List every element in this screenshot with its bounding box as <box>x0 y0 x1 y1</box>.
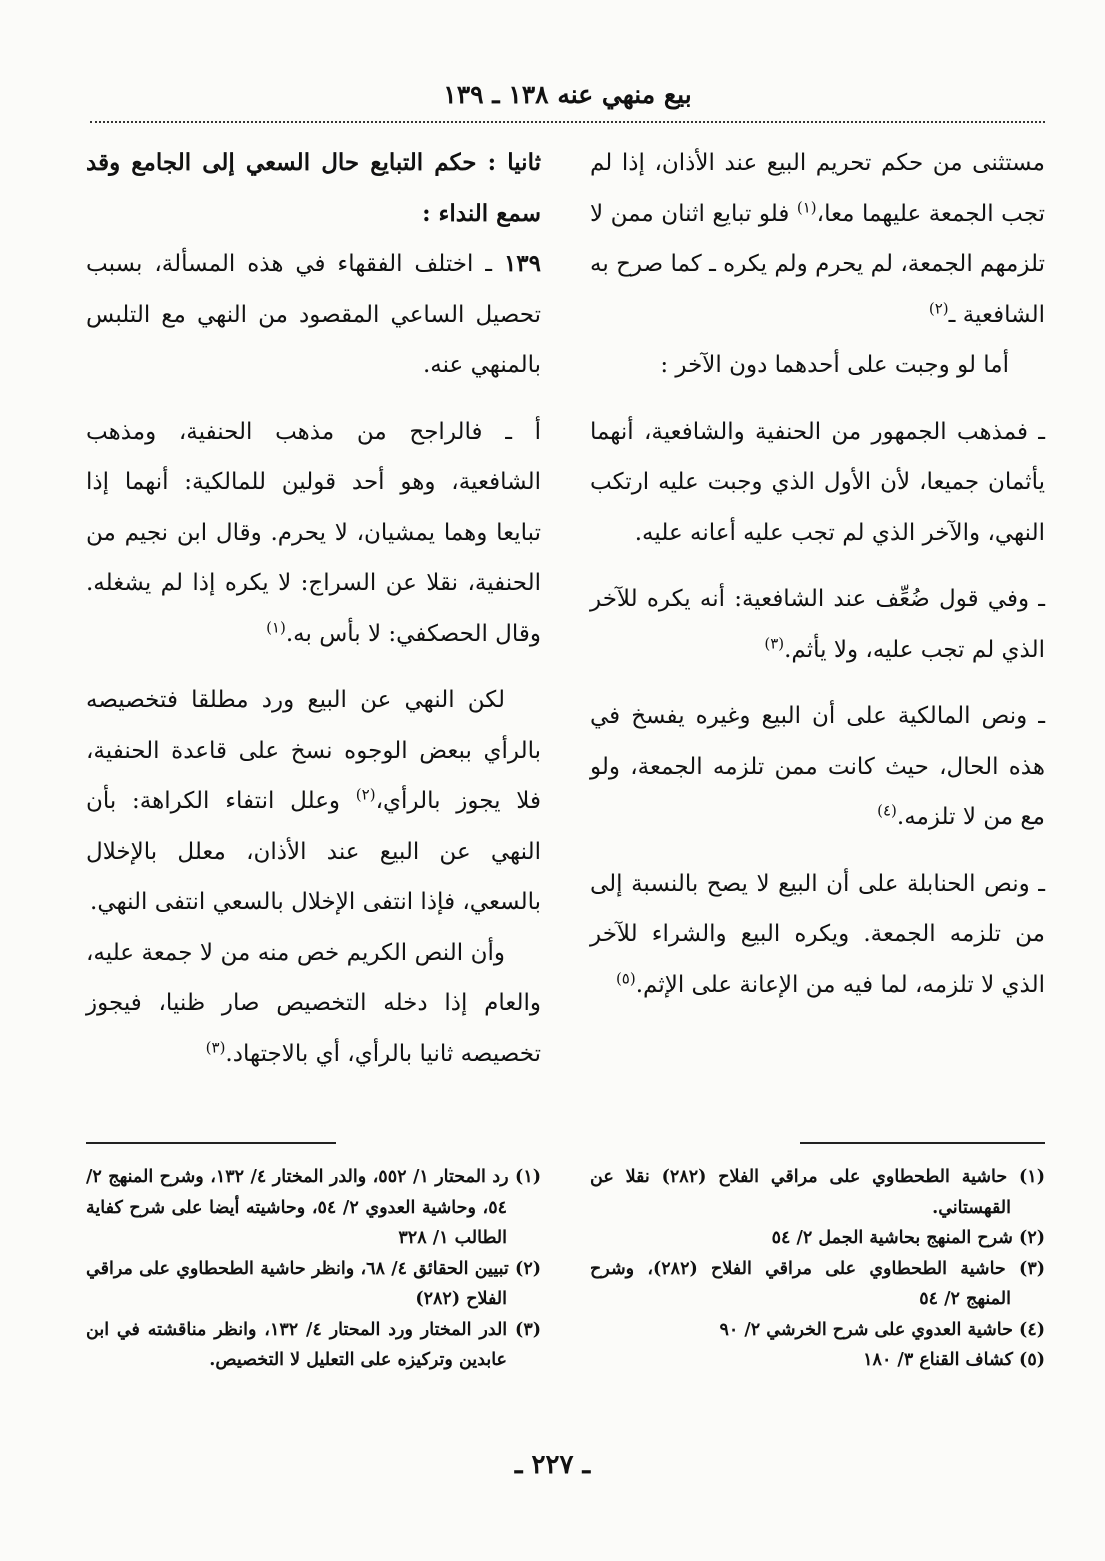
right-paragraph-1b-text: فلو تبايع اثنان ممن لا تلزمهم الجمعة، لم يحرم ولم يكره ـ كما صرح به الشافعية ـ <box>590 200 1045 328</box>
left-paragraph-3b-text: وعلل انتفاء الكراهة: بأن النهي عن البيع عند الأذان، معلل بالإخلال بالسعي، فإذا انتفى الإخلال بالسعي انتفى النهي. <box>86 788 541 915</box>
footnote-item: (٣) حاشية الطحطاوي على مراقي الفلاح (٢٨٢)، وشرح المنهج ٢/ ٥٤ <box>590 1258 1045 1309</box>
right-paragraph-5-text: ـ ونص المالكية على أن البيع وغيره يفسخ في هذه الحال، حيث كانت ممن تلزمه الجمعة، ولو مع من لا تلزمه. <box>590 703 1045 830</box>
right-column <box>590 138 1045 1010</box>
right-paragraph-6 <box>590 859 1045 1011</box>
paragraph-number: ١٣٩ <box>503 250 541 277</box>
left-paragraph-2 <box>86 407 541 660</box>
left-paragraph-3a-text: لكن النهي عن البيع ورد مطلقا فتخصيصه بالرأي ببعض الوجوه نسخ على قاعدة الحنفية، فلا يجوز بالرأي، <box>86 687 541 814</box>
right-paragraph-1 <box>590 138 1045 340</box>
footnote-ref-2: (٢) <box>928 298 949 317</box>
footnotes-right <box>590 1162 1045 1376</box>
footnote-separator-left <box>86 1142 336 1144</box>
running-header: بيع منهي عنه ١٣٨ ـ ١٣٩ <box>443 80 692 109</box>
right-paragraph-4-text: ـ وفي قول ضُعِّف عند الشافعية: أنه يكره للآخر الذي لم تجب عليه، ولا يأثم. <box>590 586 1045 663</box>
right-paragraph-1-text: مستثنى من حكم تحريم البيع عند الأذان، إذا لم تجب الجمعة عليهما معا، <box>590 150 1045 227</box>
header-dotted-rule <box>90 121 1045 123</box>
left-paragraph-4-text: وأن النص الكريم خص منه من لا جمعة عليه، والعام إذا دخله التخصيص صار ظنيا، فيجوز تخصيصه ثانيا بالرأي، أي بالاجتهاد. <box>86 939 541 1067</box>
left-column <box>86 138 541 1079</box>
right-paragraph-6-text: ـ ونص الحنابلة على أن البيع لا يصح بالنسبة إلى من تلزمه الجمعة. ويكره البيع والشراء للآخر الذي لا تلزمه، لما فيه من الإعانة على الإثم. <box>590 870 1045 998</box>
page-number: ـ ٢٢٧ ـ <box>514 1450 591 1480</box>
left-paragraph-1 <box>86 239 541 391</box>
left-paragraph-3 <box>86 675 541 928</box>
footnote-ref-4: (٤) <box>877 801 897 820</box>
footnote-ref-2: (٢) <box>355 785 376 804</box>
footnote-item: (١) حاشية الطحطاوي على مراقي الفلاح (٢٨٢) نقلا عن القهستاني. <box>590 1167 1045 1218</box>
left-paragraph-2-text: أ ـ فالراجح من مذهب الحنفية، ومذهب الشافعية، وهو أحد قولين للمالكية: أنهما إذا تبايعا وهما يمشيان، لا يحرم. وقال ابن نجيم من الحنفية، نقلا عن السراج: لا يكره إذا لم يشغله. وقال الحصكفي: لا بأس به. <box>86 418 541 647</box>
footnote-item: (٢) شرح المنهج بحاشية الجمل ٢/ ٥٤ <box>771 1228 1045 1248</box>
footnote-separator-right <box>800 1142 1045 1144</box>
footnotes-left <box>86 1162 541 1376</box>
section-heading: ثانيا : حكم التبايع حال السعي إلى الجامع وقد سمع النداء : <box>86 149 541 227</box>
footnote-item: (٥) كشاف القناع ٣/ ١٨٠ <box>863 1350 1045 1370</box>
right-paragraph-3: ـ فمذهب الجمهور من الحنفية والشافعية، أنهما يأثمان جميعا، لأن الأول الذي وجبت عليه ارتكب النهي، والآخر الذي لم تجب عليه أعانه عليه. <box>590 418 1045 546</box>
right-paragraph-2: أما لو وجبت على أحدهما دون الآخر : <box>660 352 1009 378</box>
footnote-ref-3: (٣) <box>205 1037 226 1056</box>
right-paragraph-4 <box>590 574 1045 675</box>
footnote-item: (٢) تبيين الحقائق ٤/ ٦٨، وانظر حاشية الطحطاوي على مراقي الفلاح (٢٨٢) <box>86 1258 541 1309</box>
footnote-ref-5: (٥) <box>615 968 636 987</box>
right-paragraph-5 <box>590 691 1045 843</box>
left-paragraph-1-text: ـ اختلف الفقهاء في هذه المسألة، بسبب تحصيل الساعي المقصود من النهي مع التلبس بالمنهي عنه. <box>86 251 541 378</box>
footnote-item: (٣) الدر المختار ورد المحتار ٤/ ١٣٢، وانظر مناقشته في ابن عابدين وتركيزه على التعليل لا التخصيص. <box>86 1319 541 1370</box>
footnote-ref-3: (٣) <box>764 633 785 652</box>
footnote-ref-1: (١) <box>266 617 286 636</box>
footnote-item: (١) رد المحتار ١/ ٥٥٢، والدر المختار ٤/ ١٣٢، وشرح المنهج ٢/ ٥٤، وحاشية العدوي ٢/ ٥٤، وحاشيته أيضا على شرح كفاية الطالب ١/ ٣٢٨ <box>86 1167 542 1248</box>
footnote-ref-1: (١) <box>796 197 817 216</box>
left-paragraph-4 <box>86 928 541 1080</box>
footnote-item: (٤) حاشية العدوي على شرح الخرشي ٢/ ٩٠ <box>719 1319 1045 1340</box>
